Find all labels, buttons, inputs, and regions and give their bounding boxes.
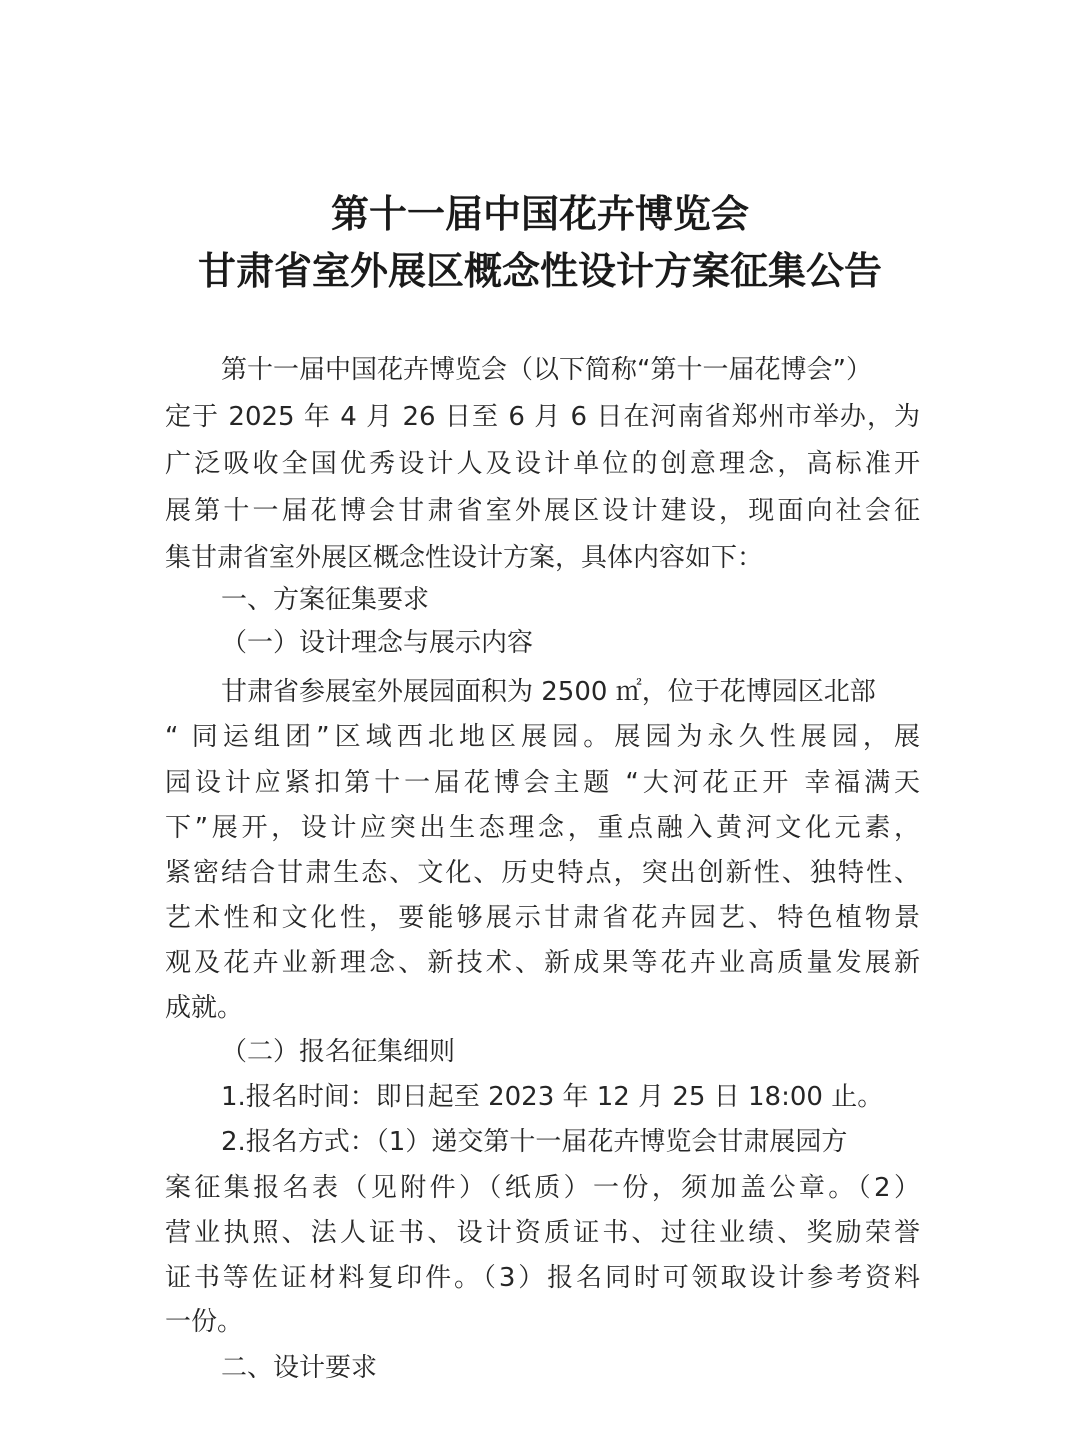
body-line: 园设计应紧扣第十一届花博会主题 “大河花正开 幸福满天	[165, 768, 920, 798]
body-line: 第十一届中国花卉博览会（以下简称“第十一届花博会”）	[221, 355, 872, 385]
body-line: 展第十一届花博会甘肃省室外展区设计建设，现面向社会征	[165, 496, 920, 526]
body-line: 证书等佐证材料复印件。（3）报名同时可领取设计参考资料	[165, 1263, 920, 1293]
subsection-heading: （一）设计理念与展示内容	[221, 628, 534, 658]
section-heading: 一、方案征集要求	[221, 585, 430, 615]
body-line: 紧密结合甘肃生态、文化、历史特点，突出创新性、独特性、	[165, 858, 920, 888]
body-line: 艺术性和文化性，要能够展示甘肃省花卉园艺、特色植物景	[165, 903, 920, 933]
body-line: 广泛吸收全国优秀设计人及设计单位的创意理念，高标准开	[165, 449, 920, 479]
body-line: 2.报名方式：（1）递交第十一届花卉博览会甘肃展园方	[221, 1127, 848, 1157]
body-line: 下”展开，设计应突出生态理念，重点融入黄河文化元素，	[165, 813, 920, 843]
body-line: 定于 2025 年 4 月 26 日至 6 月 6 日在河南省郑州市举办，为	[165, 402, 920, 432]
section-heading: 二、设计要求	[221, 1353, 378, 1383]
subsection-heading: （二）报名征集细则	[221, 1037, 456, 1067]
document-title-line-1: 第十一届中国花卉博览会	[330, 191, 749, 236]
body-line: 案征集报名表（见附件）（纸质）一份，须加盖公章。（2）	[165, 1173, 920, 1203]
body-line: “ 同运组团”区域西北地区展园。展园为永久性展园，展	[165, 722, 920, 752]
body-line: 集甘肃省室外展区概念性设计方案，具体内容如下：	[165, 543, 764, 573]
body-line: 甘肃省参展室外展园面积为 2500 ㎡，位于花博园区北部	[221, 677, 876, 707]
body-line: 观及花卉业新理念、新技术、新成果等花卉业高质量发展新	[165, 948, 920, 978]
document-title-line-2: 甘肃省室外展区概念性设计方案征集公告	[197, 248, 882, 293]
body-line: 成就。	[165, 993, 244, 1023]
body-line: 营业执照、法人证书、设计资质证书、过往业绩、奖励荣誉	[165, 1218, 920, 1248]
body-line: 1.报名时间：即日起至 2023 年 12 月 25 日 18:00 止。	[221, 1082, 884, 1112]
body-line: 一份。	[165, 1307, 244, 1337]
